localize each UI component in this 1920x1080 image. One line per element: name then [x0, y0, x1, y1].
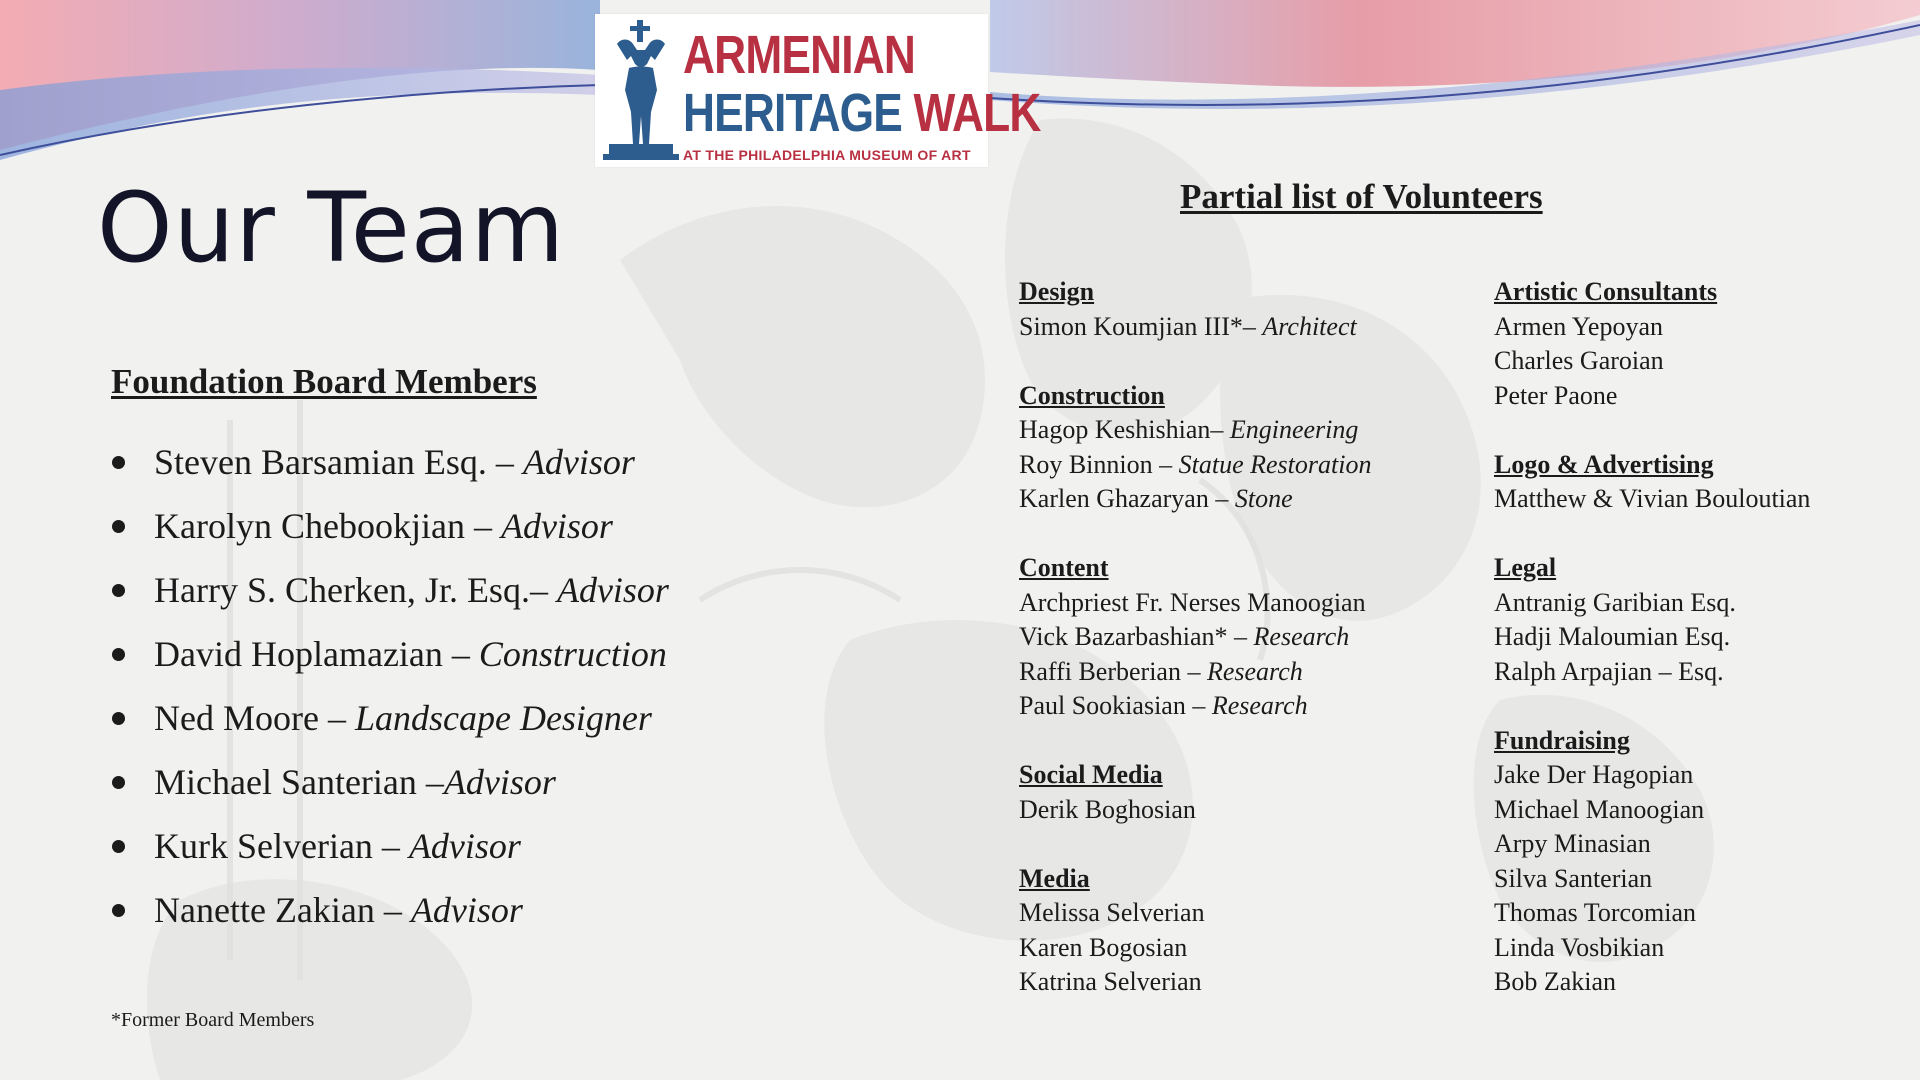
- volunteer-entry: [1019, 413, 1371, 448]
- volunteer-entry: [1019, 931, 1371, 966]
- volunteer-group: [1494, 551, 1810, 689]
- volunteer-group-heading: Content: [1019, 553, 1109, 582]
- volunteer-name: Vick Bazarbashian* –: [1019, 622, 1254, 651]
- volunteer-group-heading: Design: [1019, 277, 1095, 306]
- volunteer-entry: [1019, 655, 1371, 690]
- volunteer-group-heading: Logo & Advertising: [1494, 449, 1714, 479]
- volunteer-role: Research: [1253, 622, 1350, 651]
- volunteer-name: Peter Paone: [1494, 380, 1618, 410]
- volunteer-group: [1494, 724, 1810, 1000]
- volunteer-role: Statue Restoration: [1178, 449, 1372, 479]
- board-member-role: Advisor: [522, 442, 635, 482]
- volunteer-entry: [1494, 793, 1810, 828]
- volunteer-entry: [1494, 965, 1810, 1000]
- volunteer-entry: [1019, 310, 1371, 345]
- volunteer-group: [1019, 862, 1371, 1000]
- logo-word-walk: WALK: [913, 83, 1041, 143]
- volunteer-name: Bob Zakian: [1494, 967, 1617, 996]
- volunteer-entry: [1019, 448, 1371, 483]
- volunteer-entry: [1019, 482, 1371, 517]
- volunteer-entry: [1494, 379, 1810, 414]
- board-member-name: Karolyn Chebookjian –: [154, 506, 501, 546]
- volunteer-group-heading: Artistic Consultants: [1494, 277, 1718, 306]
- volunteers-heading: Partial list of Volunteers: [1180, 177, 1543, 216]
- volunteers-left-column: [1019, 275, 1371, 1034]
- board-member-name: Ned Moore –: [154, 698, 355, 738]
- board-member-name: Kurk Selverian –: [154, 826, 409, 866]
- board-member-item: [110, 564, 669, 628]
- volunteer-group-heading: Media: [1019, 863, 1090, 893]
- board-member-role: Advisor: [410, 890, 523, 930]
- volunteer-name: Charles Garoian: [1494, 346, 1664, 375]
- board-member-name: Michael Santerian –: [154, 762, 444, 802]
- volunteer-name: Hagop Keshishian–: [1019, 415, 1230, 444]
- board-member-role: Construction: [478, 634, 667, 674]
- board-heading: Foundation Board Members: [111, 362, 537, 401]
- volunteer-name: Thomas Torcomian: [1494, 898, 1697, 927]
- board-member-item: [110, 884, 669, 948]
- volunteer-name: Matthew & Vivian Bouloutian: [1494, 484, 1811, 513]
- volunteer-entry: [1019, 689, 1371, 724]
- volunteers-right-column: [1494, 275, 1810, 1034]
- board-member-role: Landscape Designer: [354, 698, 652, 738]
- volunteer-group-heading: Legal: [1494, 553, 1557, 582]
- volunteer-entry: [1494, 655, 1810, 690]
- volunteer-name: Karlen Ghazaryan –: [1019, 484, 1235, 513]
- volunteer-name: Hadji Maloumian Esq.: [1494, 622, 1731, 651]
- logo-tagline: AT THE PHILADELPHIA MUSEUM OF ART: [683, 147, 971, 163]
- board-member-list: [110, 436, 669, 948]
- bullet-icon: [112, 520, 125, 533]
- volunteer-name: Jake Der Hagopian: [1494, 760, 1694, 789]
- volunteer-entry: [1494, 310, 1810, 345]
- board-member-item: [110, 500, 669, 564]
- volunteer-group: [1494, 448, 1810, 517]
- volunteer-name: Simon Koumjian III*–: [1019, 311, 1263, 341]
- board-member-name: David Hoplamazian –: [154, 634, 479, 674]
- board-member-item: [110, 756, 669, 820]
- bullet-icon: [112, 584, 125, 597]
- volunteer-name: Paul Sookiasian –: [1019, 691, 1212, 720]
- bullet-icon: [112, 712, 125, 725]
- volunteer-entry: [1019, 896, 1371, 931]
- volunteer-role: Stone: [1234, 484, 1293, 513]
- volunteer-name: Ralph Arpajian – Esq.: [1494, 656, 1724, 686]
- volunteer-name: Karen Bogosian: [1019, 932, 1188, 962]
- volunteer-entry: [1494, 931, 1810, 966]
- volunteer-role: Architect: [1262, 311, 1357, 341]
- board-member-role: Advisor: [443, 762, 556, 802]
- volunteer-entry: [1019, 620, 1371, 655]
- volunteer-name: Armen Yepoyan: [1494, 311, 1663, 341]
- volunteer-group-heading: Social Media: [1019, 760, 1163, 789]
- board-member-role: Advisor: [500, 506, 613, 546]
- volunteer-name: Antranig Garibian Esq.: [1494, 587, 1736, 617]
- board-member-item: [110, 436, 669, 500]
- logo-line-armenian: ARMENIAN: [683, 25, 916, 85]
- volunteer-entry: [1494, 827, 1810, 862]
- volunteer-entry: [1019, 793, 1371, 828]
- board-member-item: [110, 692, 669, 756]
- volunteer-entry: [1019, 586, 1371, 621]
- volunteer-role: Research: [1206, 656, 1303, 686]
- volunteer-entry: [1494, 344, 1810, 379]
- volunteer-role: Engineering: [1229, 415, 1359, 444]
- bullet-icon: [112, 456, 125, 469]
- footnote: *Former Board Members: [111, 1009, 315, 1031]
- volunteer-entry: [1494, 586, 1810, 621]
- volunteer-entry: [1494, 758, 1810, 793]
- volunteer-name: Katrina Selverian: [1019, 967, 1202, 996]
- page-title: Our Team: [97, 172, 566, 284]
- bullet-icon: [112, 840, 125, 853]
- volunteer-entry: [1019, 965, 1371, 1000]
- volunteer-entry: [1494, 896, 1810, 931]
- volunteer-name: Roy Binnion –: [1019, 449, 1179, 479]
- volunteer-group: [1494, 275, 1810, 413]
- volunteer-name: Derik Boghosian: [1019, 794, 1196, 824]
- bullet-icon: [112, 776, 125, 789]
- volunteer-name: Raffi Berberian –: [1019, 656, 1207, 686]
- statue-holding-cross-icon: [603, 20, 679, 164]
- volunteer-group: [1019, 275, 1371, 344]
- volunteer-group-heading: Fundraising: [1494, 725, 1630, 755]
- armenian-heritage-walk-logo: [595, 14, 1041, 167]
- volunteer-entry: [1494, 620, 1810, 655]
- volunteer-name: Arpy Minasian: [1494, 829, 1651, 858]
- volunteer-name: Archpriest Fr. Nerses Manoogian: [1019, 587, 1366, 617]
- logo-word-heritage: HERITAGE: [683, 83, 902, 143]
- board-member-item: [110, 628, 669, 692]
- board-member-name: Harry S. Cherken, Jr. Esq.–: [154, 570, 557, 610]
- volunteer-group: [1019, 758, 1371, 827]
- volunteer-group: [1019, 379, 1371, 517]
- bullet-icon: [112, 904, 125, 917]
- volunteer-entry: [1494, 862, 1810, 897]
- volunteer-role: Research: [1211, 691, 1308, 720]
- board-member-role: Advisor: [556, 570, 669, 610]
- volunteer-name: Silva Santerian: [1494, 863, 1653, 893]
- board-member-item: [110, 820, 669, 884]
- board-member-name: Steven Barsamian Esq. –: [154, 442, 523, 482]
- logo-line-heritage-walk: [683, 83, 1041, 143]
- volunteer-group: [1019, 551, 1371, 724]
- board-member-role: Advisor: [408, 826, 521, 866]
- volunteer-name: Melissa Selverian: [1019, 898, 1205, 927]
- volunteer-entry: [1494, 482, 1810, 517]
- volunteer-group-heading: Construction: [1019, 380, 1165, 410]
- volunteer-name: Linda Vosbikian: [1494, 932, 1665, 962]
- volunteer-name: Michael Manoogian: [1494, 794, 1705, 824]
- bullet-icon: [112, 648, 125, 661]
- board-member-name: Nanette Zakian –: [154, 890, 411, 930]
